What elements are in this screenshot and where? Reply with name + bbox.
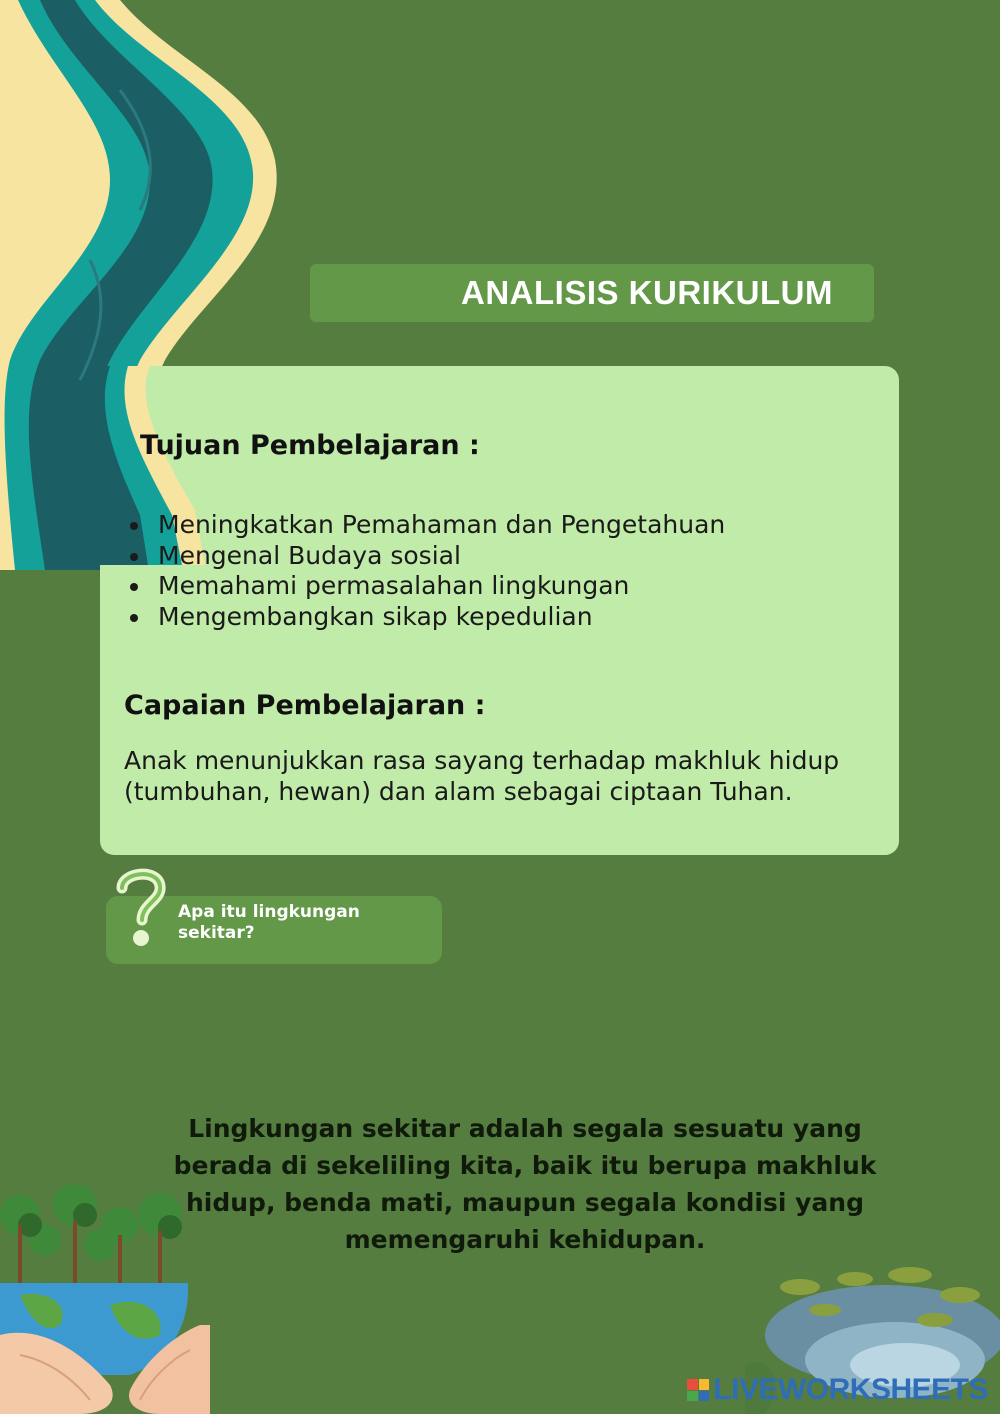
list-item: Mengenal Budaya sosial	[128, 541, 725, 572]
list-item: Memahami permasalahan lingkungan	[128, 571, 725, 602]
river-overlap-decoration	[0, 0, 300, 570]
definition-text: Lingkungan sekitar adalah segala sesuatu yang berada di sekeliling kita, baik itu berupa makhluk hidup, benda mati, maupun segala kondisi yang memengaruhi kehidupan.	[173, 1114, 877, 1254]
list-item: Meningkatkan Pemahaman dan Pengetahuan	[128, 510, 725, 541]
title-banner	[310, 264, 874, 322]
watermark-text: LIVEWORKSHEETS	[713, 1373, 988, 1406]
tujuan-list	[128, 510, 725, 632]
page-title: ANALISIS KURIKULUM	[461, 274, 833, 311]
capaian-text: Anak menunjukkan rasa sayang terhadap makhluk hidup (tumbuhan, hewan) dan alam sebagai ciptaan Tuhan.	[124, 746, 840, 806]
tujuan-heading: Tujuan Pembelajaran :	[140, 430, 480, 461]
liveworksheets-logo-icon	[687, 1379, 709, 1401]
liveworksheets-watermark	[687, 1373, 988, 1407]
earth-hands-illustration	[0, 1185, 210, 1414]
capaian-heading: Capaian Pembelajaran :	[124, 690, 486, 721]
question-mark-icon	[112, 866, 168, 950]
list-item: Mengembangkan sikap kepedulian	[128, 602, 725, 633]
question-label: Apa itu lingkungan sekitar?	[178, 902, 360, 943]
